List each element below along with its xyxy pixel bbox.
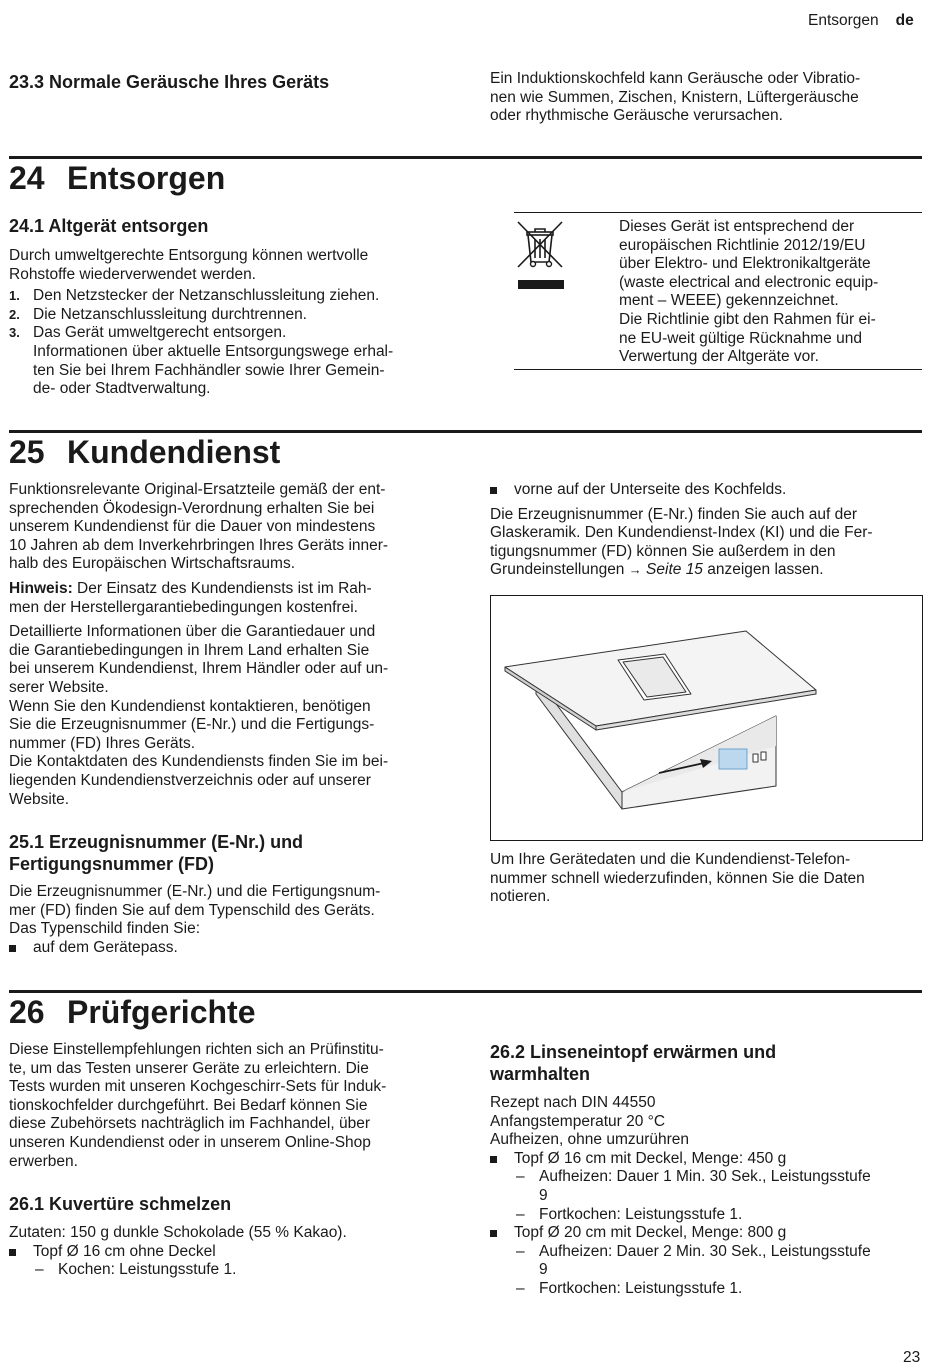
section-24-heading (9, 160, 225, 196)
section-24-1-body (9, 247, 449, 399)
step-item: 2. Die Netzanschlussleitung durchtrennen. (9, 305, 307, 323)
type-plate-paragraph: Die Erzeugnisnummer (E-Nr.) und die Fertigungsnum- mer (FD) finden Sie auf dem Typenschild des Geräts. Das Typenschild finden Sie: (9, 883, 381, 938)
section-number: 24 (9, 160, 45, 196)
list-item: vorne auf der Unterseite des Kochfelds. (490, 481, 920, 500)
section-23-3-title: 23.3 Normale Geräusche Ihres Geräts (9, 72, 330, 92)
text-line: Die Richtlinie gibt den Rahmen für ei- (619, 310, 876, 328)
text-line: europäischen Richtlinie 2012/19/EU (619, 236, 866, 254)
sub-list-item: – Fortkochen: Leistungsstufe 1. (516, 1205, 743, 1223)
text-line: Rezept nach DIN 44550 (490, 1094, 656, 1111)
text-line: diese Zubehörsets nachträglich im Fachhandel, über (9, 1115, 371, 1133)
sub-list (33, 1261, 449, 1280)
text-line: notieren. (490, 888, 551, 906)
text-line: nummer schnell wiederzufinden, können Sie die Daten (490, 869, 865, 887)
pot-list (490, 1150, 920, 1299)
section-26-1-title: 26.1 Kuvertüre schmelzen (9, 1194, 232, 1214)
sub-list-item: – Fortkochen: Leistungsstufe 1. (516, 1279, 743, 1297)
section-25-1-title: 25.1 Erzeugnisnummer (E-Nr.) und Fertigungsnummer (FD) (9, 832, 304, 874)
pot-list (9, 1243, 449, 1280)
section-24-1-title: 24.1 Altgerät entsorgen (9, 216, 209, 236)
section-title: Prüfgerichte (67, 994, 256, 1030)
text-line: Aufheizen, ohne umzurühren (490, 1131, 690, 1149)
sub-list-item: – Kochen: Leistungsstufe 1. (35, 1261, 237, 1279)
section-25-heading (9, 434, 280, 470)
section-25-left-body (9, 481, 449, 809)
text-line: Anfangstemperatur 20 °C (490, 1112, 666, 1130)
spare-parts-paragraph: Funktionsrelevante Original-Ersatzteile gemäß der ent- sprechenden Ökodesign-Verordnung erhalten Sie bei unserem Kundendienst für die Dauer von mindestens 10 Jahren ab dem Inverkehrbringen Ihres Geräts inner- halb des Europäischen Wirtschaftsraums. (9, 481, 389, 573)
section-26-intro (9, 1041, 449, 1171)
type-plate-locations (9, 939, 449, 958)
section-26-rule (9, 990, 922, 993)
text-line: Dieses Gerät ist entsprechend der (619, 218, 855, 235)
ingredients: Zutaten: 150 g dunkle Schokolade (55 % Kakao). (9, 1224, 347, 1241)
section-26-2-body (490, 1094, 920, 1299)
page-reference-link[interactable]: Seite 15 (641, 561, 703, 579)
text-line: te, um das Testen unserer Geräte zu erleichtern. Die (9, 1059, 369, 1077)
warranty-paragraph: Detaillierte Informationen über die Garantiedauer und die Garantiebedingungen in Ihrem Land erhalten Sie bei unserem Kundendienst, Ihrem Händler oder auf un- serer Website. Wenn Sie den Kundendienst kontaktieren, benötigen Sie die Erzeugnisnummer (E-Nr.) und die Fertigungs- nummer (FD) Ihres Geräts. Die Kontaktdaten des Kundendiensts finden Sie im bei- liegenden Kundendienstverzeichnis oder auf unserer Website. (9, 623, 389, 808)
section-25-right-body (490, 481, 920, 580)
running-header (808, 12, 914, 31)
text-line: unseren Kundendienst oder in unserem Online-Shop (9, 1133, 371, 1151)
section-26-1-body (9, 1224, 449, 1280)
text-line: Tests wurden mit unseren Kochgeschirr-Sets für Induk- (9, 1078, 387, 1096)
text-line: nen wie Summen, Zischen, Knistern, Lüftergeräusche (490, 88, 859, 106)
type-plate-locations-cont (490, 481, 920, 500)
text-line: (waste electrical and electronic equip- (619, 273, 879, 291)
sub-list-item: – Aufheizen: Dauer 2 Min. 30 Sek., Leistungsstufe 9 (516, 1242, 871, 1279)
section-25-rule (9, 430, 922, 433)
section-26-heading (9, 994, 255, 1030)
sub-list (514, 1243, 920, 1299)
note-label: Hinweis: (9, 579, 73, 597)
section-25-1-body (9, 883, 449, 957)
section-26-2-title: 26.2 Linseneintopf erwärmen und warmhalten (490, 1042, 777, 1084)
e-nr-paragraph: Die Erzeugnisnummer (E-Nr.) finden Sie auch auf der Glaskeramik. Den Kundendienst-Index (KI) und die Fer- tigungsnummer (FD) können Sie außerdem in den Grundeinstellungen → Seite 15 anzeigen lassen. (490, 505, 873, 579)
cooktop-type-plate-illustration (490, 595, 923, 841)
text-line: erwerben. (9, 1152, 78, 1170)
step-item: 1. Den Netzstecker der Netzanschlussleitung ziehen. (9, 287, 380, 305)
text-line: tionskochfelder durchgeführt. Bei Bedarf können Sie (9, 1096, 368, 1114)
weee-bottom-rule (514, 369, 922, 370)
section-24-rule (9, 156, 922, 159)
list-item: Topf Ø 16 cm ohne Deckel – Kochen: Leistungsstufe 1. (9, 1243, 449, 1280)
weee-top-rule (514, 212, 922, 213)
sub-list (514, 1168, 920, 1224)
step-item: 3. Das Gerät umweltgerecht entsorgen. Informationen über aktuelle Entsorgungswege erhal- ten Sie bei Ihrem Fachhändler sowie Ihrer Gemein- de- oder Stadtverwaltung. (9, 324, 394, 398)
page-number: 23 (903, 1349, 921, 1366)
header-lang: de (895, 12, 914, 29)
section-23-3-text (490, 70, 920, 126)
weee-text (619, 218, 919, 367)
section-number: 26 (9, 994, 45, 1030)
illustration-caption (490, 851, 920, 907)
list-item: auf dem Gerätepass. (9, 939, 449, 958)
intro: Durch umweltgerechte Entsorgung können wertvolle Rohstoffe wiederverwendet werden. (9, 247, 369, 283)
text-line: Diese Einstellempfehlungen richten sich an Prüfinstitu- (9, 1041, 384, 1058)
text-line: über Elektro- und Elektronikaltgeräte (619, 255, 871, 273)
sub-list-item: – Aufheizen: Dauer 1 Min. 30 Sek., Leistungsstufe 9 (516, 1168, 871, 1204)
text-line: ment – WEEE) gekennzeichnet. (619, 292, 839, 310)
section-title: Kundendienst (67, 434, 281, 470)
text-line: Um Ihre Gerätedaten und die Kundendienst-Telefon- (490, 851, 851, 868)
section-title: Entsorgen (67, 160, 226, 196)
weee-bin-icon (516, 216, 564, 290)
list-item: Topf Ø 16 cm mit Deckel, Menge: 450 g – Aufheizen: Dauer 1 Min. 30 Sek., Leistungsstufe 9 – Fortkochen: Leistungsstufe 1. (490, 1150, 920, 1224)
text-line: ne EU-weit gültige Rücknahme und (619, 329, 862, 347)
text-line: oder rhythmische Geräusche verursachen. (490, 107, 783, 125)
list-item: Topf Ø 20 cm mit Deckel, Menge: 800 g – Aufheizen: Dauer 2 Min. 30 Sek., Leistungsstufe 9 – Fortkochen: Leistungsstufe 1. (490, 1224, 920, 1298)
text-line: Verwertung der Altgeräte vor. (619, 348, 819, 366)
header-section: Entsorgen (808, 12, 879, 29)
note-paragraph: Hinweis: Der Einsatz des Kundendiensts ist im Rah- men der Herstellergarantiebedingungen kostenfrei. (9, 579, 372, 616)
arrow-icon: → (628, 562, 642, 578)
disposal-steps (9, 287, 449, 399)
text-line: Ein Induktionskochfeld kann Geräusche oder Vibratio- (490, 70, 861, 87)
section-number: 25 (9, 434, 45, 470)
